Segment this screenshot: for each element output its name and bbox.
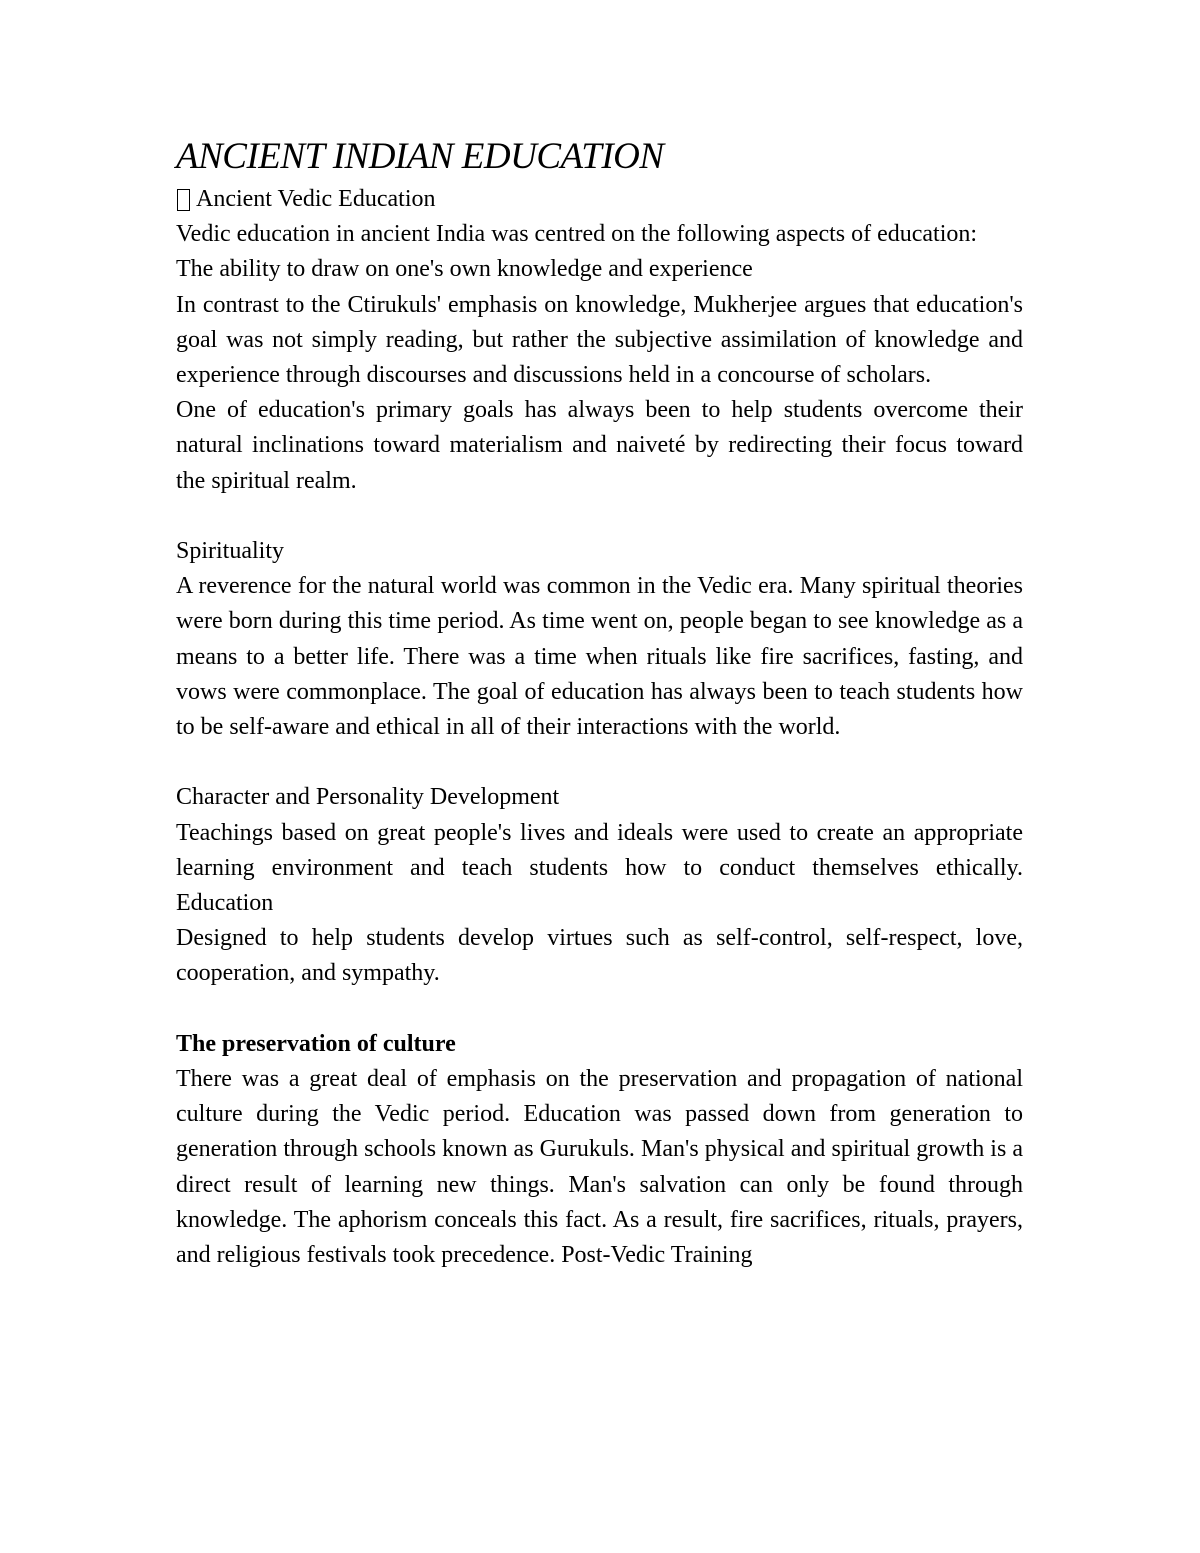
section-subtitle-text: Ancient Vedic Education [196,186,436,212]
paragraph-spacer [176,499,1023,534]
intro-paragraph: Vedic education in ancient India was centred on the following aspects of education: [176,221,978,248]
spirituality-paragraph: A reverence for the natural world was common in the Vedic era. Many spiritual theories were born during this time period. As time went on, people began to see knowledge as a means to a better life. There was a time when rituals like fire sacrifices, fasting, and vows were commonplace. The goal of education has always been to teach students how to be self-aware and ethical in all of their interactions with the world. [176,573,1023,741]
designed-paragraph: Designed to help students develop virtues such as self-control, self-respect, love, cooperation, and sympathy. [176,925,1023,987]
section-subtitle [176,182,1023,217]
contrast-paragraph: In contrast to the Ctirukuls' emphasis on knowledge, Mukherjee argues that education's goal was not simply reading, but rather the subjective assimilation of knowledge and experience through discourses and discussions held in a concourse of scholars. [176,291,1023,389]
document-page [176,132,1023,1273]
goals-paragraph: One of education's primary goals has always been to help students overcome their natural inclinations toward materialism and naiveté by redirecting their focus toward the spiritual realm. [176,397,1023,494]
culture-paragraph: There was a great deal of emphasis on the preservation and propagation of national culture during the Vedic period. Education was passed down from generation to generation through schools known as Gurukuls. Man's physical and spiritual growth is a direct result of learning new things. Man's salvation can only be found through knowledge. The aphorism conceals this fact. As a result, fire sacrifices, rituals, prayers, and religious festivals took precedence. Post-Vedic Training [176,1066,1023,1269]
teachings-paragraph: Teachings based on great people's lives and ideals were used to create an appropriate learning environment and teach students how to conduct themselves ethically. Education [176,819,1023,917]
culture-heading: The preservation of culture [176,1030,456,1057]
spirituality-heading: Spirituality [176,538,284,565]
missing-glyph-box-icon [177,189,190,211]
character-heading: Character and Personality Development [176,784,560,811]
paragraph-spacer [176,992,1023,1027]
document-title: ANCIENT INDIAN EDUCATION [176,136,664,177]
paragraph-spacer [176,745,1023,780]
ability-line: The ability to draw on one's own knowledge and experience [176,256,753,283]
